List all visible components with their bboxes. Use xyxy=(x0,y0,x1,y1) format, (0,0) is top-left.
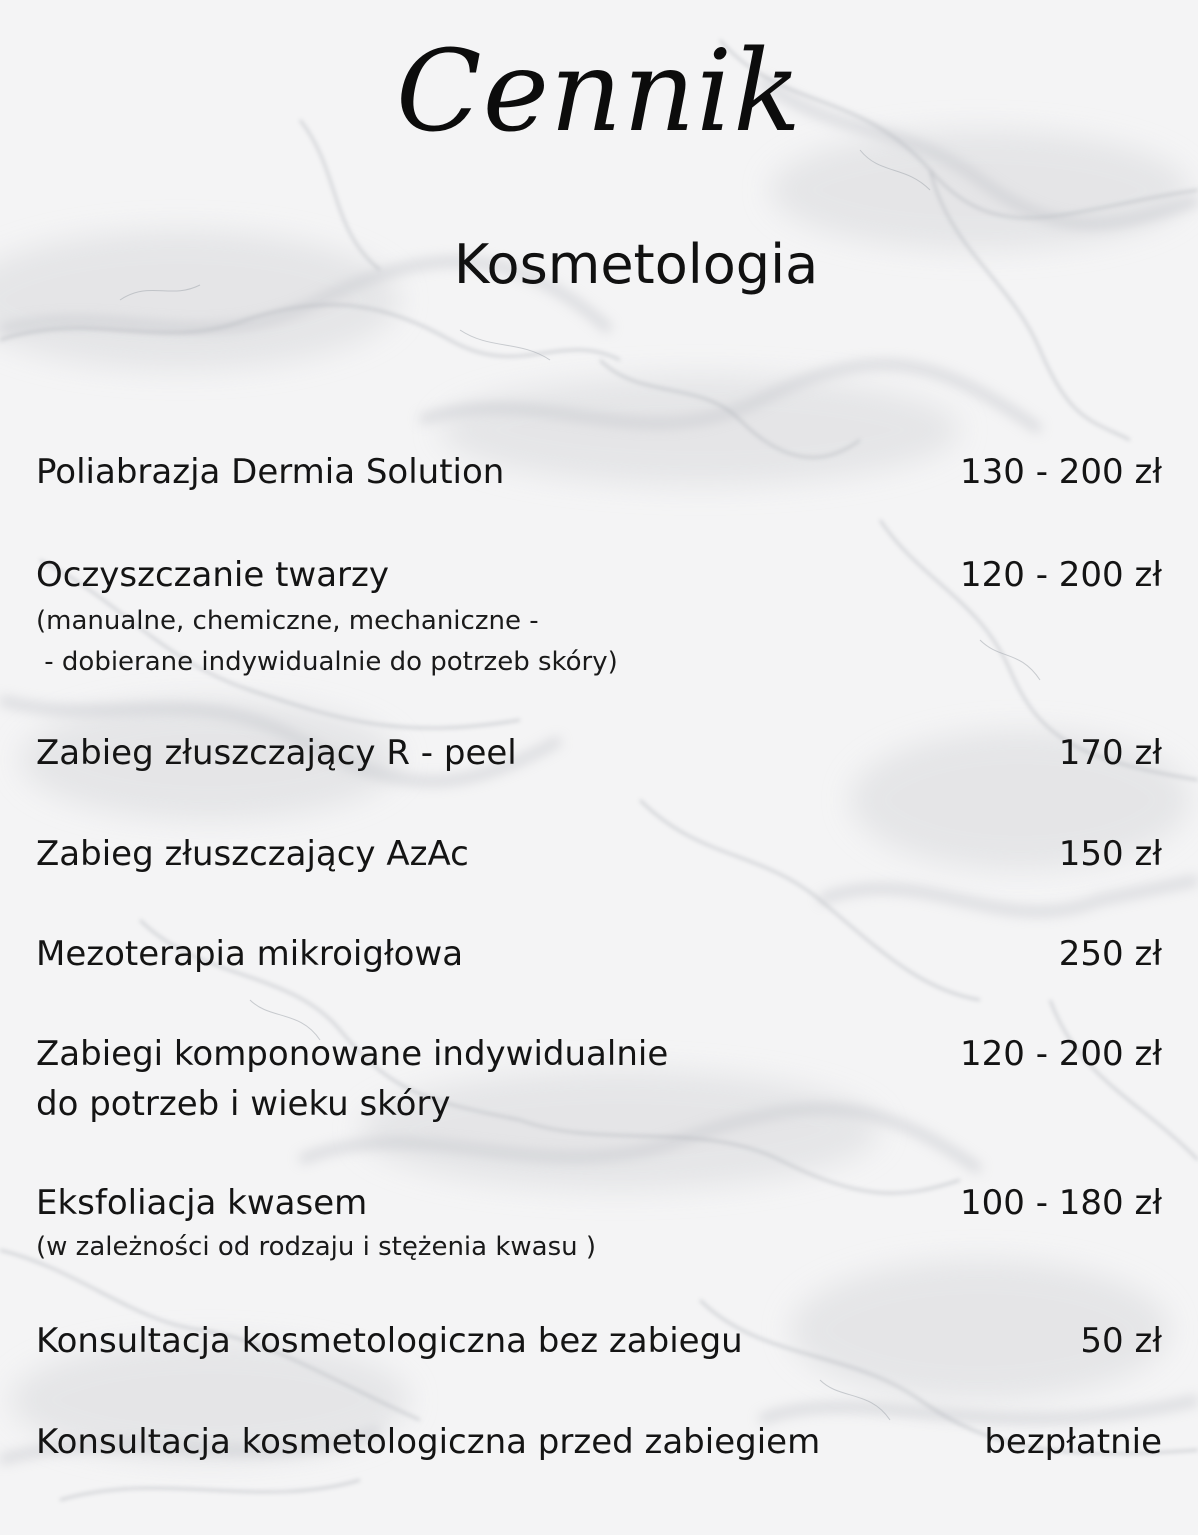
page-title: Cennik xyxy=(396,27,802,157)
service-note: (w zależności od rodzaju i stężenia kwasu ) xyxy=(36,1232,597,1262)
service-name: Poliabrazja Dermia Solution xyxy=(36,452,505,492)
service-name: Konsultacja kosmetologiczna przed zabiegiem xyxy=(36,1422,821,1462)
service-price: 170 zł xyxy=(1058,733,1162,773)
service-note: - dobierane indywidualnie do potrzeb skóry) xyxy=(36,647,618,677)
service-price: 100 - 180 zł xyxy=(960,1183,1162,1223)
service-name: Oczyszczanie twarzy xyxy=(36,555,389,595)
service-price: 120 - 200 zł xyxy=(960,1034,1162,1074)
service-price: 130 - 200 zł xyxy=(960,452,1162,492)
service-name-line: do potrzeb i wieku skóry xyxy=(36,1084,451,1124)
service-price: 120 - 200 zł xyxy=(960,555,1162,595)
service-price: 150 zł xyxy=(1058,834,1162,874)
service-name: Konsultacja kosmetologiczna bez zabiegu xyxy=(36,1321,743,1361)
section-title: Kosmetologia xyxy=(453,233,819,296)
service-price: bezpłatnie xyxy=(984,1422,1162,1462)
service-name: Zabieg złuszczający AzAc xyxy=(36,834,469,874)
service-note: (manualne, chemiczne, mechaniczne - xyxy=(36,606,539,636)
service-name: Eksfoliacja kwasem xyxy=(36,1183,368,1223)
service-name xyxy=(36,1029,668,1129)
service-price: 250 zł xyxy=(1058,934,1162,974)
service-name-line: Zabiegi komponowane indywidualnie xyxy=(36,1034,669,1074)
service-name: Mezoterapia mikroigłowa xyxy=(36,934,464,974)
service-price: 50 zł xyxy=(1080,1321,1162,1361)
service-name: Zabieg złuszczający R - peel xyxy=(36,733,517,773)
